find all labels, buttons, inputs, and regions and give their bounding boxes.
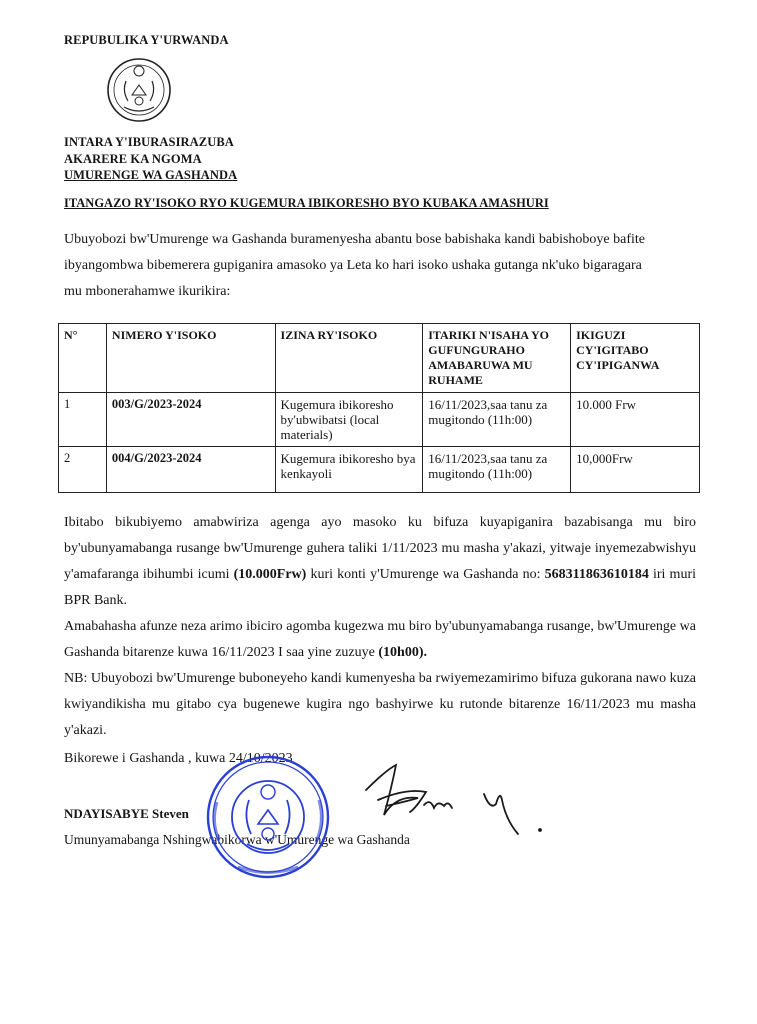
table-row xyxy=(59,393,700,447)
handwritten-signature xyxy=(356,760,556,840)
cell-tender-name: Kugemura ibikoresho by'ubwibatsi (local materials) xyxy=(275,393,423,447)
intro-line-1: Ubuyobozi bw'Umurenge wa Gashanda buramenyesha abantu bose babishaka kandi babishoboye bafite xyxy=(64,232,646,247)
signatory-name: NDAYISABYE Steven xyxy=(64,806,189,821)
table-row xyxy=(59,447,700,493)
amount-text: (10.000Frw) xyxy=(233,567,307,582)
header-district: AKARERE KA NGOMA xyxy=(64,152,202,166)
national-emblem-icon xyxy=(104,55,174,125)
text-span: iri muri BPR Bank. xyxy=(64,567,697,608)
intro-line-3: mu mbonerahamwe ikurikira: xyxy=(64,284,231,299)
paragraph-deadline xyxy=(64,614,696,666)
header-country: REPUBULIKA Y'URWANDA xyxy=(64,33,229,47)
cell-bid-cost: 10,000Frw xyxy=(571,447,700,493)
cell-opening-date: 16/11/2023,saa tanu za mugitondo (11h:00) xyxy=(423,393,571,447)
text-span: kuri konti y'Umurenge wa Gashanda no: xyxy=(306,567,545,582)
text-span: Ibitabo bikubiyemo amabwiriza agenga ayo masoko ku bifuza kuyapiganira bazabisanga mu biro by'ubunyamabanga rusange bw'Umurenge guhera taliki 1/11/2023 mu masha y'akazi, yitwaje inyemezabwishyu y'amafaranga ibihumbi icumi xyxy=(64,515,696,582)
header-cell-number: N° xyxy=(59,324,107,393)
cell-number: 1 xyxy=(59,393,107,447)
date-line: Bikorewe i Gashanda , kuwa 24/10/2023 xyxy=(64,751,293,766)
header-cell-opening-date: ITARIKI N'ISAHA YO GUFUNGURAHO AMABARUWA MU RUHAME xyxy=(423,324,571,393)
tender-table xyxy=(58,323,700,493)
signatory-title: Umunyamabanga Nshingwabikorwa w'Umurenge wa Gashanda xyxy=(64,832,410,847)
cell-number: 2 xyxy=(59,447,107,493)
notice-title: ITANGAZO RY'ISOKO RYO KUGEMURA IBIKORESHO BYO KUBAKA AMASHURI xyxy=(64,196,549,210)
header-cell-tender-number: NIMERO Y'ISOKO xyxy=(106,324,275,393)
deadline-time: (10h00). xyxy=(378,645,427,660)
header-sector: UMURENGE WA GASHANDA xyxy=(64,168,238,182)
cell-tender-number: 003/G/2023-2024 xyxy=(106,393,275,447)
cell-tender-name: Kugemura ibikoresho bya kenkayoli xyxy=(275,447,423,493)
paragraph-nb: NB: Ubuyobozi bw'Umurenge buboneyeho kandi kumenyesha ba rwiyemezamirimo bifuza gukorana nawo kuza kwiyandikisha mu gitabo cya bugenewe kugira ngo bashyirwe ku rutonde bitarenze 16/11/2023 mu masha y'akazi. xyxy=(64,671,696,738)
cell-opening-date: 16/11/2023,saa tanu za mugitondo (11h:00) xyxy=(423,447,571,493)
text-span: Amabahasha afunze neza arimo ibiciro agomba kugezwa mu biro by'ubunyamabanga rusange, bw'Umurenge wa Gashanda bitarenze kuwa 16/11/2023 I saa yine zuzuye xyxy=(64,619,696,660)
intro-line-2: ibyangombwa bibemerera gupiganira amasoko ya Leta ko hari isoko ushaka gutanga nk'uko bigaragara xyxy=(64,258,642,273)
paragraph-instructions xyxy=(64,510,696,614)
cell-tender-number: 004/G/2023-2024 xyxy=(106,447,275,493)
account-number: 568311863610184 xyxy=(544,567,649,582)
table-header-row xyxy=(59,324,700,393)
official-stamp-icon xyxy=(203,752,333,882)
cell-bid-cost: 10.000 Frw xyxy=(571,393,700,447)
header-province: INTARA Y'IBURASIRAZUBA xyxy=(64,135,234,149)
header-cell-tender-name: IZINA RY'ISOKO xyxy=(275,324,423,393)
header-cell-bid-cost: IKIGUZI CY'IGITABO CY'IPIGANWA xyxy=(571,324,700,393)
